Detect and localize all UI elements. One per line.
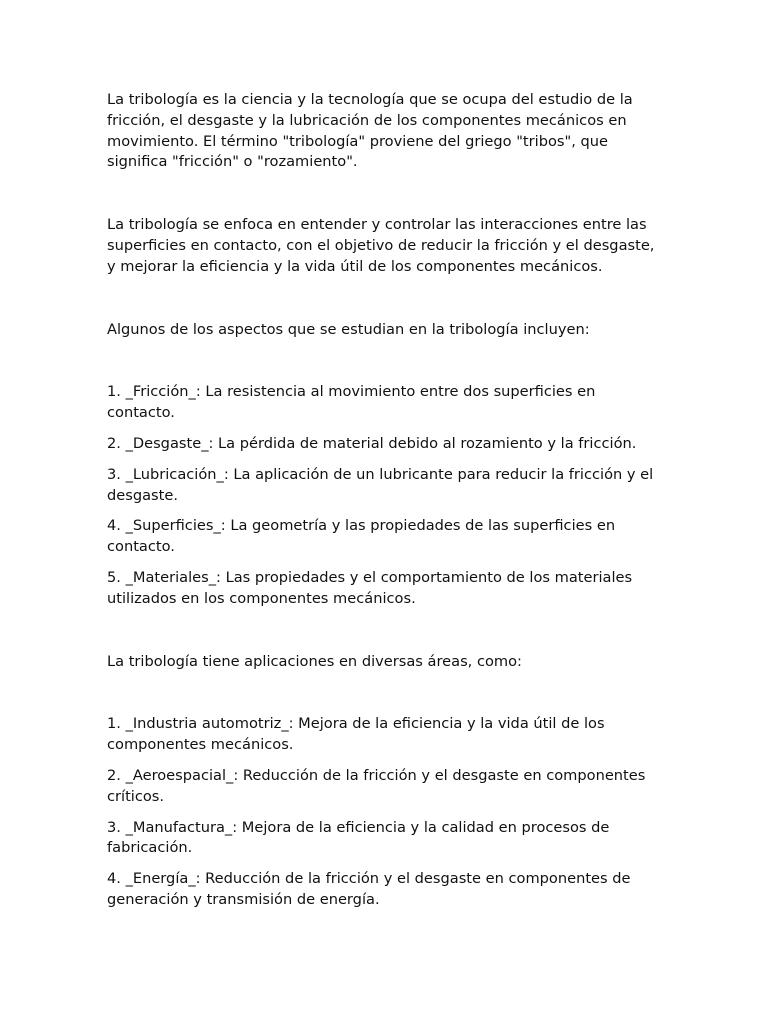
aspects-intro: Algunos de los aspectos que se estudian en la tribología incluyen: xyxy=(107,320,590,338)
applications-list xyxy=(107,714,657,910)
list-item: 1. _Fricción_: La resistencia al movimiento entre dos superficies en contacto. xyxy=(107,383,596,422)
list-item: 4. _Energía_: Reducción de la fricción y el desgaste en componentes de generación y transmisión de energía. xyxy=(107,870,631,908)
applications-intro: La tribología tiene aplicaciones en diversas áreas, como: xyxy=(107,652,522,670)
list-item: 3. _Lubricación_: La aplicación de un lubricante para reducir la fricción y el desgaste. xyxy=(107,465,654,504)
aspects-list xyxy=(107,382,657,609)
document-page xyxy=(107,90,657,911)
list-item: 5. _Materiales_: Las propiedades y el comportamiento de los materiales utilizados en los componentes mecánicos. xyxy=(107,568,633,607)
list-item: 1. _Industria automotriz_: Mejora de la eficiencia y la vida útil de los componentes mecánicos. xyxy=(107,715,605,754)
list-item: 3. _Manufactura_: Mejora de la eficiencia y la calidad en procesos de fabricación. xyxy=(107,818,610,857)
list-item: 2. _Desgaste_: La pérdida de material debido al rozamiento y la fricción. xyxy=(107,434,637,452)
list-item: 4. _Superficies_: La geometría y las propiedades de las superficies en contacto. xyxy=(107,517,616,556)
list-item: 2. _Aeroespacial_: Reducción de la fricción y el desgaste en componentes críticos. xyxy=(107,766,646,805)
paragraph-definition: La tribología es la ciencia y la tecnología que se ocupa del estudio de la fricción, el desgaste y la lubricación de los componentes mecánicos en movimiento. El término "tribología" proviene del griego "tribos", que significa "fricción" o "rozamiento". xyxy=(107,91,633,171)
paragraph-focus: La tribología se enfoca en entender y controlar las interacciones entre las superficies en contacto, con el objetivo de reducir la fricción y el desgaste, y mejorar la eficiencia y la vida útil de los componentes mecánicos. xyxy=(107,216,655,275)
